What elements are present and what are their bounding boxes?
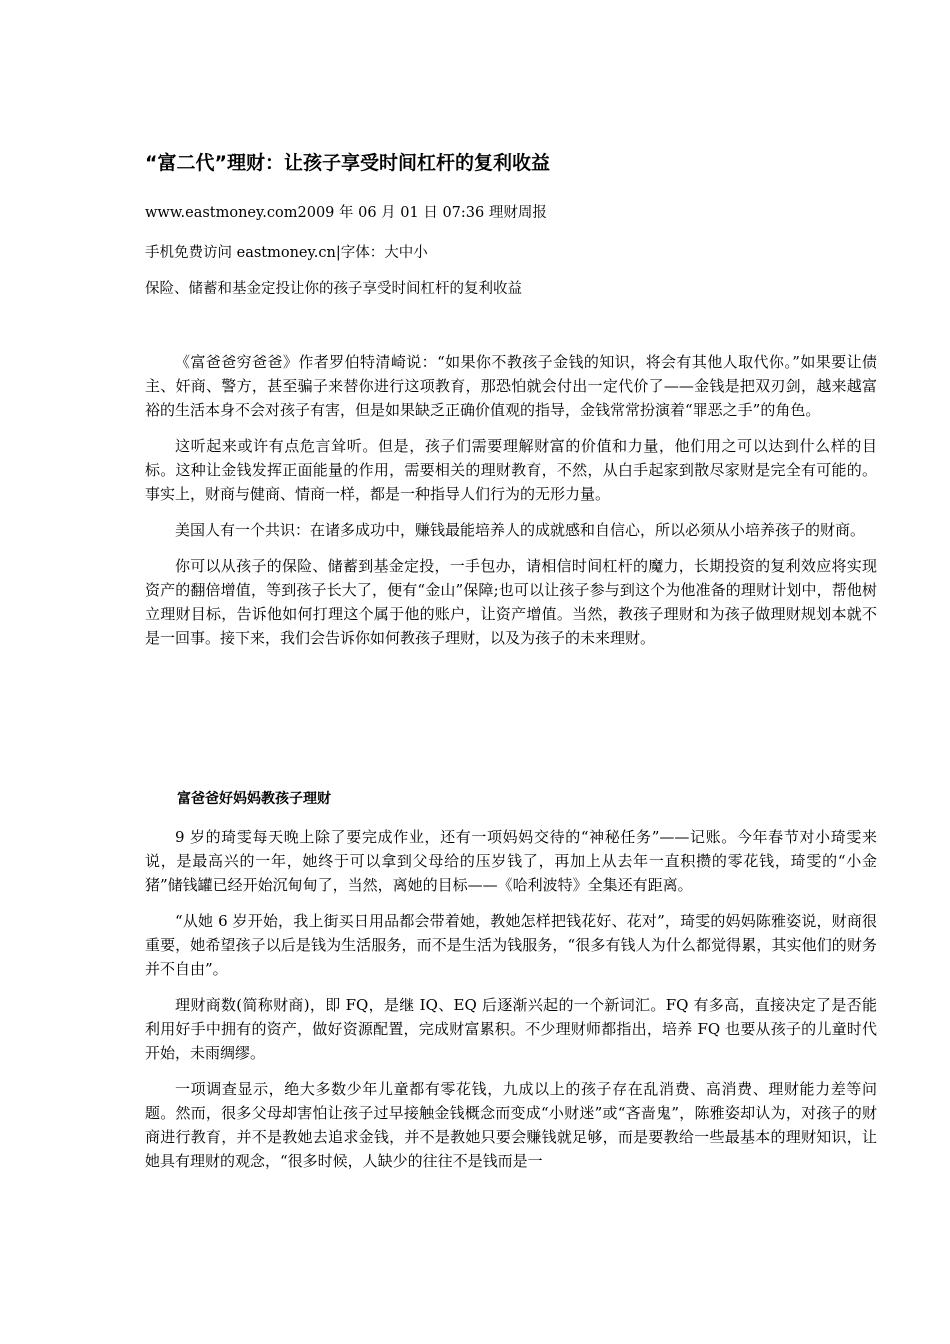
paragraph: 一项调查显示，绝大多数少年儿童都有零花钱，九成以上的孩子存在乱消费、高消费、理财能力差等问题。然而，很多父母却害怕让孩子过早接触金钱概念而变成“小财迷”或“吝啬鬼”，陈雅姿却认为，对孩子的财商进行教育，并不是教她去追求金钱，并不是教她只要会赚钱就足够，而是要教给一些最基本的理财知识，让她具有理财的观念，“很多时候，人缺少的往往不是钱而是一 (145, 1080, 877, 1170)
section-heading: 富爸爸好妈妈教孩子理财 (177, 791, 331, 807)
article-body-intro (145, 350, 877, 662)
article-source-line: www.eastmoney.com2009 年 06 月 01 日 07:36 理财周报 (145, 205, 547, 221)
paragraph: 你可以从孩子的保险、储蓄到基金定投，一手包办，请相信时间杠杆的魔力，长期投资的复利效应将实现资产的翻倍增值，等到孩子长大了，便有“金山”保障;也可以让孩子参与到这个为他准备的理财计划中，帮他树立理财目标，告诉他如何打理这个属于他的账户，让资产增值。当然，教孩子理财和为孩子做理财规划本就不是一回事。接下来，我们会告诉你如何教孩子理财，以及为孩子的未来理财。 (145, 557, 877, 647)
paragraph: 美国人有一个共识：在诸多成功中，赚钱最能培养人的成就感和自信心，所以必须从小培养孩子的财商。 (175, 521, 866, 539)
paragraph: 这听起来或许有点危言耸听。但是，孩子们需要理解财富的价值和力量，他们用之可以达到什么样的目标。这种让金钱发挥正面能量的作用，需要相关的理财教育，不然，从白手起家到散尽家财是完全有可能的。事实上，财商与健商、情商一样，都是一种指导人们行为的无形力量。 (145, 437, 877, 503)
paragraph: 9 岁的琦雯每天晚上除了要完成作业，还有一项妈妈交待的“神秘任务”——记账。今年春节对小琦雯来说，是最高兴的一年，她终于可以拿到父母给的压岁钱了，再加上从去年一直积攒的零花钱，琦雯的“小金猪”储钱罐已经开始沉甸甸了，当然，离她的目标——《哈利波特》全集还有距离。 (145, 828, 877, 894)
article-body-section (145, 825, 877, 1185)
article-mobile-line: 手机免费访问 eastmoney.cn|字体：大中小 (145, 245, 428, 261)
article-title: “富二代”理财：让孩子享受时间杠杆的复利收益 (145, 152, 550, 174)
article-summary: 保险、储蓄和基金定投让你的孩子享受时间杠杆的复利收益 (145, 281, 522, 297)
paragraph: “从她 6 岁开始，我上街买日用品都会带着她，教她怎样把钱花好、花对”，琦雯的妈妈陈雅姿说，财商很重要，她希望孩子以后是钱为生活服务，而不是生活为钱服务，“很多有钱人为什么都觉得累，其实他们的财务并不自由”。 (145, 912, 877, 978)
paragraph: 理财商数(简称财商)，即 FQ，是继 IQ、EQ 后逐渐兴起的一个新词汇。FQ 有多高，直接决定了是否能利用好手中拥有的资产，做好资源配置，完成财富累积。不少理财师都指出，培养 FQ 也要从孩子的儿童时代开始，未雨绸缪。 (145, 996, 877, 1062)
paragraph: 《富爸爸穷爸爸》作者罗伯特清崎说：“如果你不教孩子金钱的知识，将会有其他人取代你。”如果要让债主、奸商、警方，甚至骗子来替你进行这项教育，那恐怕就会付出一定代价了——金钱是把双刃剑，越来越富裕的生活本身不会对孩子有害，但是如果缺乏正确价值观的指导，金钱常常扮演着“罪恶之手”的角色。 (145, 353, 877, 419)
